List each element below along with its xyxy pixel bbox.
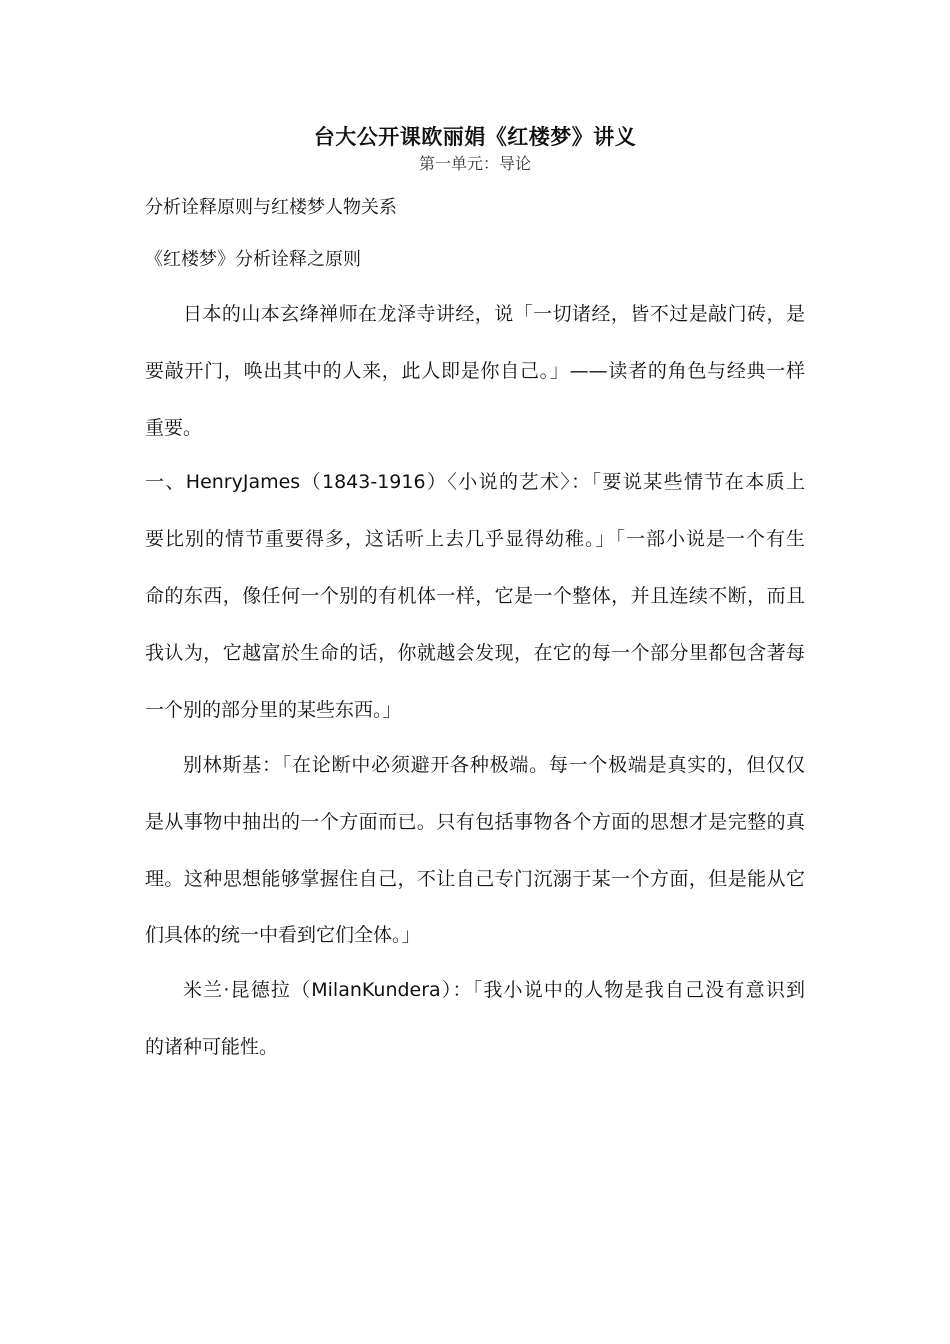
paragraph-line: 们具体的统一中看到它们全体。」 <box>145 924 421 946</box>
paragraph-line: 要比别的情节重要得多，这话听上去几乎显得幼稚。」「一部小说是一个有生 <box>145 528 805 550</box>
document-subtitle: 第一单元：导论 <box>418 154 531 173</box>
document-title: 台大公开课欧丽娟《红楼梦》讲义 <box>313 125 637 149</box>
paragraph-line: 的诸种可能性。 <box>145 1036 279 1058</box>
paragraph-line: 命的东西，像任何一个别的有机体一样，它是一个整体，并且连续不断，而且 <box>145 585 805 607</box>
paragraph-line: 一、HenryJames（1843-1916）〈小说的艺术〉：「要说某些情节在本质上 <box>145 471 805 493</box>
paragraph-line: 要敲开门，唤出其中的人来，此人即是你自己。」——读者的角色与经典一样 <box>145 360 805 382</box>
paragraph-line: 理。这种思想能够掌握住自己，不让自己专门沉溺于某一个方面，但是能从它 <box>145 868 805 890</box>
section-heading: 分析诠释原则与红楼梦人物关系 <box>145 197 397 218</box>
subsection-heading: 《红楼梦》分析诠释之原则 <box>145 249 361 270</box>
paragraph-line: 重要。 <box>145 417 203 439</box>
paragraph-line: 一个别的部分里的某些东西。」 <box>145 699 402 721</box>
paragraph-line: 日本的山本玄绛禅师在龙泽寺讲经，说「一切诸经，皆不过是敲门砖，是 <box>183 303 805 325</box>
paragraph-line: 我认为，它越富於生命的话，你就越会发现，在它的每一个部分里都包含著每 <box>145 642 805 664</box>
paragraph-line: 是从事物中抽出的一个方面而已。只有包括事物各个方面的思想才是完整的真 <box>145 811 805 833</box>
paragraph-line: 别林斯基：「在论断中必须避开各种极端。每一个极端是真实的，但仅仅 <box>183 754 805 776</box>
paragraph-line: 米兰·昆德拉（MilanKundera）：「我小说中的人物是我自己没有意识到 <box>183 979 805 1001</box>
